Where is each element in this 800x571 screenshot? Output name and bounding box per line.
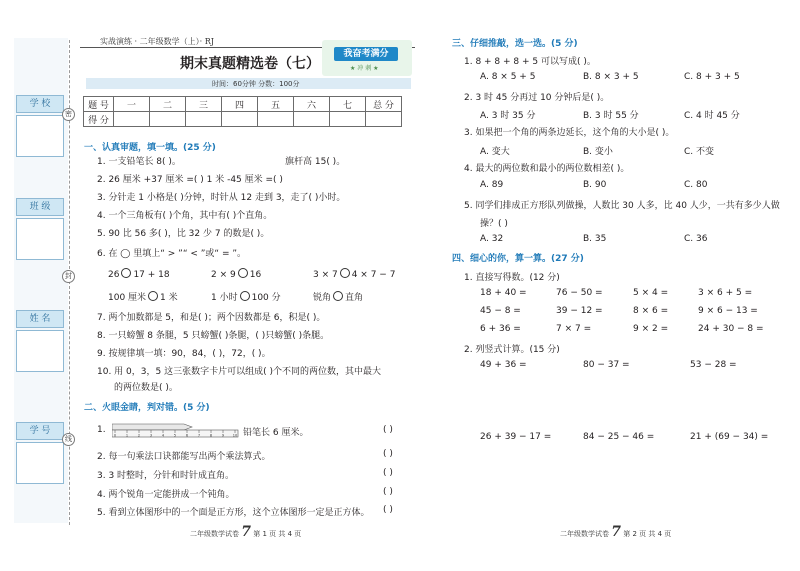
student-id-field[interactable]	[16, 442, 64, 484]
footer-grade: 二年级数学试卷	[190, 530, 239, 538]
calc-item: 18 + 40 =	[480, 288, 527, 298]
vertical-calc: 53 − 28 =	[690, 360, 737, 370]
ruler-tick-label: 6	[185, 433, 189, 438]
compare-left: 锐角	[313, 293, 332, 303]
question-text: 4. 最大的两位数和最小的两位数相差( )。	[464, 164, 630, 174]
compare-circle[interactable]	[333, 291, 343, 301]
vertical-calc: 49 + 36 =	[480, 360, 527, 370]
answer-paren[interactable]: ( )	[383, 487, 393, 497]
footer-number: 7	[241, 524, 251, 540]
ruler-tick-label: 1	[125, 433, 129, 438]
question-text: 1. 8 + 8 + 8 + 5 可以写成( )。	[464, 57, 596, 67]
ruler-tick-label: 8	[209, 433, 213, 438]
compare-circle[interactable]	[238, 268, 248, 278]
compare-left: 100 厘米	[108, 293, 147, 303]
page-footer	[190, 524, 301, 540]
option-b[interactable]: B. 变小	[583, 147, 613, 157]
ruler-tick-label: 3	[149, 433, 153, 438]
option-b[interactable]: B. 8 × 3 + 5	[583, 72, 639, 82]
table-header-cell: 四	[222, 97, 258, 112]
seal-mark: 密	[62, 108, 75, 121]
answer-paren[interactable]: ( )	[383, 425, 393, 435]
score-cell[interactable]	[330, 112, 366, 127]
compare-item	[313, 268, 395, 280]
badge-banner	[322, 40, 412, 76]
score-table	[83, 96, 402, 127]
ruler-tick-label: 2	[137, 433, 141, 438]
compare-left: 3 × 7	[313, 270, 338, 280]
table-header-cell: 总 分	[366, 97, 402, 112]
score-cell[interactable]	[294, 112, 330, 127]
ruler-tick-label: 9	[221, 433, 225, 438]
section-title: 三、仔细推敲，选一选。(5 分)	[452, 39, 578, 49]
score-cell[interactable]	[186, 112, 222, 127]
question-text: 3. 3 时整时，分针和时针成直角。	[97, 471, 235, 481]
calc-item: 5 × 4 =	[633, 288, 669, 298]
question-text: 5. 看到立体图形中的一个面是正方形，这个立体图形一定是正方体。	[97, 508, 370, 518]
table-header-cell: 五	[258, 97, 294, 112]
question-text: 4. 一个三角板有( )个角，其中有( )个直角。	[97, 211, 273, 221]
question-text: 2. 26 厘米 +37 厘米 =( ) 1 米 -45 厘米 =( )	[97, 175, 283, 185]
compare-right: 直角	[345, 293, 364, 303]
score-cell[interactable]	[366, 112, 402, 127]
badge-text: 我奋考满分	[334, 47, 398, 61]
seal-mark: 线	[62, 433, 75, 446]
score-cell[interactable]	[150, 112, 186, 127]
class-field[interactable]	[16, 218, 64, 260]
option-a[interactable]: A. 变大	[480, 147, 510, 157]
score-row-label: 得 分	[84, 112, 114, 127]
ruler-tick-label: 0	[113, 433, 117, 438]
compare-circle[interactable]	[121, 268, 131, 278]
answer-paren[interactable]: ( )	[383, 468, 393, 478]
calc-item: 3 × 6 + 5 =	[698, 288, 753, 298]
compare-right: 1 米	[160, 293, 178, 303]
compare-right: 16	[249, 270, 262, 280]
calc-item: 6 + 36 =	[480, 324, 521, 334]
question-text: 4. 两个锐角一定能拼成一个钝角。	[97, 490, 235, 500]
compare-item	[211, 290, 281, 303]
question-text: 1. 一支铅笔长 8( )。	[97, 157, 181, 167]
table-header-cell: 一	[114, 97, 150, 112]
question-text: 2. 列竖式计算。(15 分)	[464, 345, 560, 355]
footer-number: 7	[611, 524, 621, 540]
compare-circle[interactable]	[340, 268, 350, 278]
question-text: 2. 每一句乘法口诀都能写出两个乘法算式。	[97, 452, 271, 462]
section-title: 二、火眼金睛，判对错。(5 分)	[84, 403, 210, 413]
compare-item	[108, 290, 178, 303]
school-field[interactable]	[16, 115, 64, 157]
question-text: 9. 按规律填一填：90，84，( )，72，( )。	[97, 349, 271, 359]
calc-item: 7 × 7 =	[556, 324, 592, 334]
page-footer	[560, 524, 671, 540]
answer-paren[interactable]: ( )	[383, 505, 393, 515]
question-text: 2. 3 时 45 分再过 10 分钟后是( )。	[464, 93, 610, 103]
table-header-cell: 题 号	[84, 97, 114, 112]
ruler-tick-label: 5	[173, 433, 177, 438]
answer-paren[interactable]: ( )	[383, 449, 393, 459]
question-number: 1.	[97, 425, 106, 435]
question-text: 6. 在 ◯ 里填上“ > ”“ < ”或“ = ”。	[97, 249, 247, 259]
vertical-calc: 21 + (69 − 34) =	[690, 432, 769, 442]
table-header-cell: 二	[150, 97, 186, 112]
question-text: 5. 同学们排成正方形队列做操，人数比 30 人多，比 40 人少，一共有多少人做	[464, 201, 780, 211]
ruler-tick-label: 4	[161, 433, 165, 438]
score-row	[84, 112, 402, 127]
calc-item: 76 − 50 =	[556, 288, 603, 298]
calc-item: 8 × 6 =	[633, 306, 669, 316]
question-text: 7. 两个加数都是 5，和是( )；两个因数都是 6，积是( )。	[97, 313, 326, 323]
option-a[interactable]: A. 89	[480, 180, 504, 190]
compare-circle[interactable]	[148, 291, 158, 301]
score-header-row	[84, 97, 402, 112]
question-text: 5. 90 比 56 多( )，比 32 少 7 的数是( )。	[97, 229, 270, 239]
question-text: 3. 分针走 1 小格是( )分钟，时针从 12 走到 3，走了( )小时。	[97, 193, 346, 203]
compare-right: 100 分	[251, 293, 281, 303]
pencil-shape	[112, 424, 192, 430]
student-id-label: 学 号	[16, 422, 64, 440]
school-label: 学 校	[16, 95, 64, 113]
question-text: 旗杆高 15( )。	[285, 157, 346, 167]
compare-left: 2 × 9	[211, 270, 236, 280]
option-c[interactable]: C. 4 时 45 分	[684, 111, 740, 121]
calc-item: 45 − 8 =	[480, 306, 521, 316]
ruler-tick-label: 7	[197, 433, 201, 438]
calc-item: 9 × 6 − 13 =	[698, 306, 758, 316]
score-cell[interactable]	[222, 112, 258, 127]
vertical-calc: 84 − 25 − 46 =	[583, 432, 655, 442]
option-b[interactable]: B. 90	[583, 180, 607, 190]
table-header-cell: 七	[330, 97, 366, 112]
score-cell[interactable]	[114, 112, 150, 127]
class-label: 班 级	[16, 198, 64, 216]
option-a[interactable]: A. 8 × 5 + 5	[480, 72, 536, 82]
footer-page: 第 1 页 共 4 页	[253, 530, 302, 538]
calc-item: 24 + 30 − 8 =	[698, 324, 764, 334]
question-text: 的两位数是( )。	[114, 383, 178, 393]
question-text: 1. 直接写得数。(12 分)	[464, 273, 560, 283]
ruler-pencil-illustration	[112, 422, 240, 438]
score-cell[interactable]	[258, 112, 294, 127]
question-text: 铅笔长 6 厘米。	[243, 428, 309, 438]
option-c[interactable]: C. 8 + 3 + 5	[684, 72, 740, 82]
question-text: 10. 用 0，3，5 这三张数字卡片可以组成( )个不同的两位数，其中最大	[97, 367, 381, 377]
calc-item: 39 − 12 =	[556, 306, 603, 316]
question-text: 操？( )	[480, 219, 508, 229]
section-title: 一、认真审题，填一填。(25 分)	[84, 143, 216, 153]
name-field[interactable]	[16, 330, 64, 372]
vertical-calc: 26 + 39 − 17 =	[480, 432, 552, 442]
compare-item	[313, 290, 363, 303]
page-title: 期末真题精选卷（七）	[180, 56, 320, 72]
ruler-tick-label: 10	[232, 433, 238, 438]
series-label: 实战演练 · 二年级数学（上）· RJ	[100, 37, 214, 46]
name-label: 姓 名	[16, 310, 64, 328]
compare-item	[211, 268, 261, 280]
option-c[interactable]: C. 36	[684, 234, 708, 244]
compare-circle[interactable]	[240, 291, 250, 301]
option-a[interactable]: A. 3 时 35 分	[480, 111, 536, 121]
compare-right: 17 + 18	[133, 270, 170, 280]
time-info: 时间：60分钟 分数：100分	[212, 80, 300, 88]
seal-mark: 封	[62, 270, 75, 283]
vertical-calc: 80 − 37 =	[583, 360, 630, 370]
compare-left: 26	[108, 270, 120, 280]
section-title: 四、细心的你，算一算。(27 分)	[452, 254, 584, 264]
compare-item	[108, 268, 170, 280]
table-header-cell: 三	[186, 97, 222, 112]
footer-grade: 二年级数学试卷	[560, 530, 609, 538]
option-b[interactable]: B. 35	[583, 234, 607, 244]
badge-subtext: ★ 冲 刺 ★	[350, 65, 379, 72]
option-c[interactable]: C. 不变	[684, 147, 715, 157]
question-text: 8. 一只螃蟹 8 条腿，5 只螃蟹( )条腿，( )只螃蟹( )条腿。	[97, 331, 330, 341]
option-a[interactable]: A. 32	[480, 234, 504, 244]
option-b[interactable]: B. 3 时 55 分	[583, 111, 639, 121]
compare-right: 4 × 7 − 7	[351, 270, 396, 280]
calc-item: 9 × 2 =	[633, 324, 669, 334]
footer-page: 第 2 页 共 4 页	[623, 530, 672, 538]
table-header-cell: 六	[294, 97, 330, 112]
option-c[interactable]: C. 80	[684, 180, 708, 190]
compare-left: 1 小时	[211, 293, 238, 303]
question-text: 3. 如果把一个角的两条边延长，这个角的大小是( )。	[464, 128, 675, 138]
